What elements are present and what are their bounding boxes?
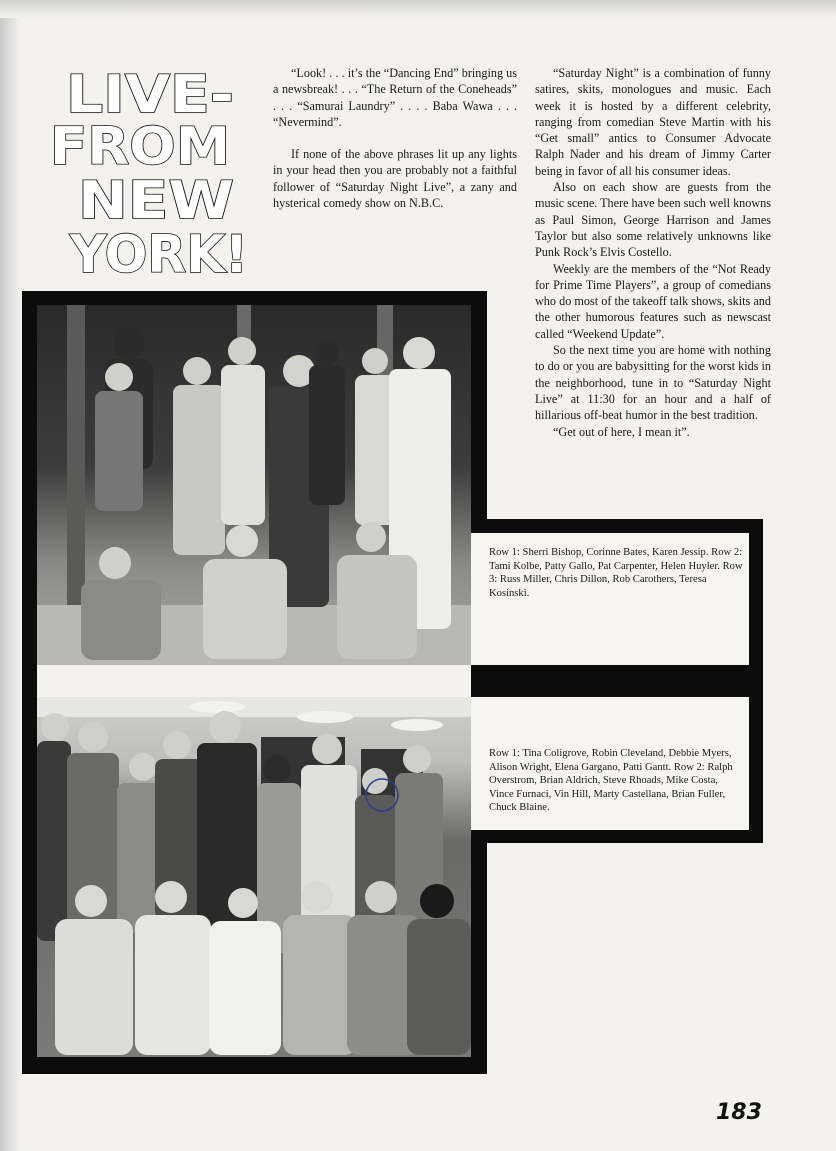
- caption-box-1: [471, 533, 749, 665]
- article-paragraph: So the next time you are home with nothing to do or you are babysitting for the worst kids in the neighborhood, tune in to “Saturday Night Live” at 11:30 for an hour and a half of hillarious off-beat humor in the best tradition.: [535, 343, 771, 423]
- article-column-right: [535, 65, 771, 440]
- group-photo-1: [37, 305, 471, 665]
- page-title: [48, 62, 258, 280]
- article-paragraph: If none of the above phrases lit up any lights in your head then you are probably not a faithful follower of “Saturday Night Live”, a zany and hysterical comedy show on N.B.C.: [273, 147, 517, 211]
- caption-text-1: Row 1: Sherri Bishop, Corinne Bates, Karen Jessip. Row 2: Tami Kolbe, Patty Gallo, Pat Carpenter, Helen Huyler. Row 3: Russ Miller, Chris Dillon, Rob Carothers, Teresa Kosinski.: [489, 547, 743, 599]
- scan-edge-top: [0, 0, 836, 18]
- caption-text-2: Row 1: Tina Coligrove, Robin Cleveland, Debbie Myers, Alison Wright, Elena Gargano, Patti Gantt. Row 2: Ralph Overstrom, Brian Aldrich, Steve Rhoads, Mike Costa, Vince Furnaci, Vin Hill, Marty Castellana, Brian Fuller, Chuck Blaine.: [489, 748, 733, 814]
- title-graphic: [48, 62, 258, 280]
- scan-edge-left: [0, 0, 22, 1151]
- article-column-left: [273, 65, 517, 211]
- article-paragraph: “Saturday Night” is a combination of funny satires, skits, monologues and music. Each week it is hosted by a different celebrity, ranging from comedian Steve Martin with his “Get small” antics to Consumer Advocate Ralph Nader and his dream of Jimmy Carter being in favor of all his consumer ideas.: [535, 66, 771, 178]
- title-line-4: YORK!: [69, 225, 249, 280]
- caption-box-2: [471, 697, 749, 830]
- page-number: 183: [716, 1100, 762, 1125]
- article-paragraph: “Look! . . . it’s the “Dancing End” bringing us a newsbreak! . . . “The Return of the Coneheads” . . . “Samurai Laundry” . . . . Baba Wawa . . . “Nevermind”.: [273, 66, 517, 129]
- article-paragraph: “Get out of here, I mean it”.: [553, 424, 690, 439]
- photo-divider: [37, 665, 471, 697]
- title-line-2: FROM: [50, 117, 230, 177]
- article-paragraph: Weekly are the members of the “Not Ready for Prime Time Players”, a group of comedians who do most of the takeoff talk shows, skits and the other humorous features such as newscast called “Weekend Update”.: [535, 261, 771, 341]
- title-line-1: LIVE-: [66, 65, 234, 125]
- group-photo-1-figures: [37, 305, 471, 665]
- article-paragraph: Also on each show are guests from the music scene. There have been such well knowns as Paul Simon, George Harrison and James Taylor but also some relatively unknowns like Punk Rock’s Elvis Costello.: [535, 180, 772, 260]
- group-photo-2-figures: [37, 697, 471, 1057]
- group-photo-2: [37, 697, 471, 1057]
- title-line-3: NEW: [78, 171, 234, 231]
